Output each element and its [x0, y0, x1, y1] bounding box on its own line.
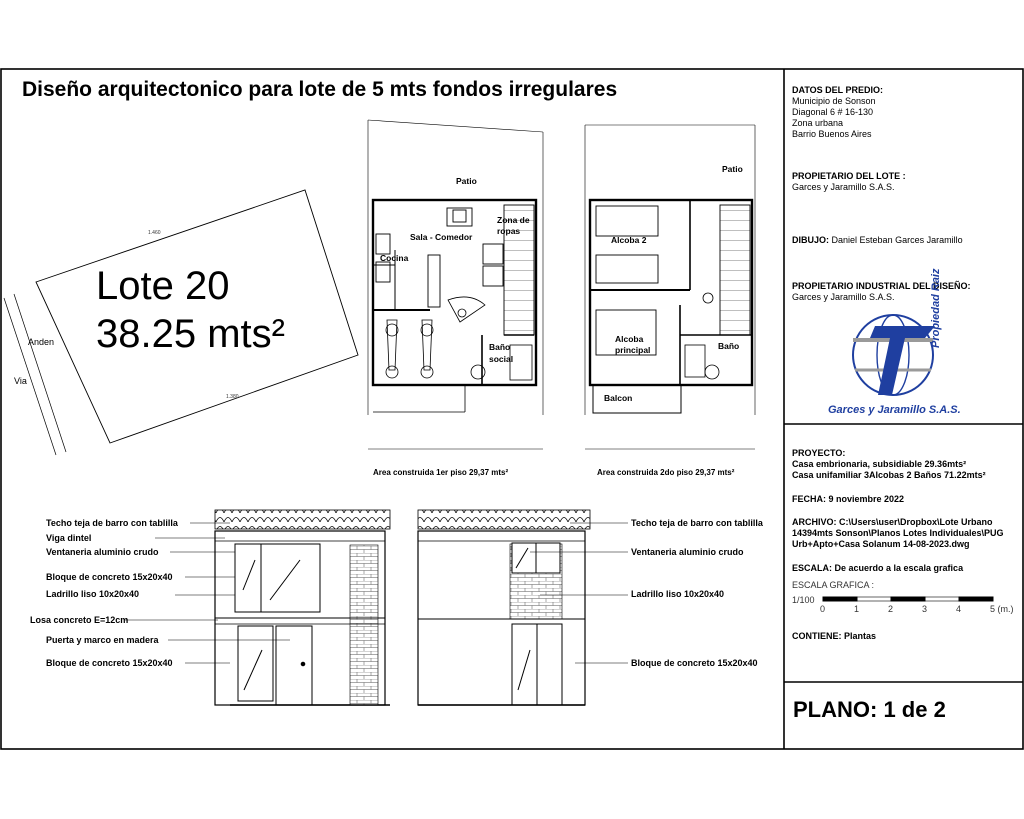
floor2-patio-label: Patio — [722, 164, 743, 174]
scale-tick-label: 4 — [956, 604, 962, 614]
elev2-label-roof: Techo teja de barro con tablilla — [631, 518, 763, 528]
fecha-text: FECHA: 9 noviembre 2022 — [792, 494, 905, 504]
elev1-label-losa: Losa concreto E=12cm — [30, 615, 129, 625]
elev1-label-ladrillo: Ladrillo liso 10x20x40 — [46, 589, 140, 599]
elevation-2 — [418, 510, 590, 705]
alcoba2-label: Alcoba 2 — [611, 235, 647, 245]
predio-line: Diagonal 6 # 16-130 — [792, 107, 874, 117]
zona-ropas-label-2: ropas — [497, 226, 521, 236]
dibujo-block — [792, 235, 963, 246]
propietario-industrial-heading: PROPIETARIO INDUSTRIAL DEL DISEÑO: — [792, 281, 971, 291]
floor-plan-1 — [368, 120, 543, 449]
scale-tick-label: 2 — [888, 604, 894, 614]
archivo-line: 14394mts Sonson\Planos Lotes Individuales\PUG — [792, 528, 1004, 538]
lot-label — [96, 262, 285, 358]
archivo-block — [792, 517, 1004, 550]
proyecto-block — [792, 448, 986, 481]
escala-grafica-heading: ESCALA GRAFICA : — [792, 580, 875, 590]
predio-heading: DATOS DEL PREDIO: — [792, 85, 884, 95]
propietario-lote-block — [792, 171, 906, 193]
scale-tick-label: 1 — [854, 604, 860, 614]
predio-block — [792, 85, 883, 140]
dibujo-value: Daniel Esteban Garces Jaramillo — [831, 235, 963, 245]
company-logo — [853, 315, 935, 395]
scale-tick-label: 3 — [922, 604, 928, 614]
elevation-1 — [215, 510, 390, 705]
proyecto-line: Casa embrionaria, subsidiable 29.36mts² — [792, 459, 967, 469]
predio-line: Zona urbana — [792, 118, 844, 128]
propietario-industrial-value: Garces y Jaramillo S.A.S. — [792, 292, 895, 302]
elev2-label-bloque: Bloque de concreto 15x20x40 — [631, 658, 758, 668]
elev1-label-viga: Viga dintel — [46, 533, 92, 543]
proyecto-line: Casa unifamiliar 3Alcobas 2 Baños 71.22mts² — [792, 470, 986, 480]
predio-line: Barrio Buenos Aires — [792, 129, 872, 139]
svg-text:1.380: 1.380 — [226, 394, 239, 400]
archivo-line: Urb+Apto+Casa Solanum 14-08-2023.dwg — [792, 539, 970, 549]
scale-tick-label: 5 (m.) — [990, 604, 1014, 614]
elev1-label-ventaneria: Ventaneria aluminio crudo — [46, 547, 159, 557]
cocina-label: Cocina — [380, 253, 409, 263]
plano-number: PLANO: 1 de 2 — [793, 697, 946, 722]
elev2-label-ventaneria: Ventaneria aluminio crudo — [631, 547, 744, 557]
elev1-label-puerta: Puerta y marco en madera — [46, 635, 159, 645]
floor2-area-label: Area construida 2do piso 29,37 mts² — [597, 468, 735, 477]
logo-side-text: Propiedad Raiz — [930, 268, 942, 348]
alcoba-principal-label-2: principal — [615, 345, 651, 355]
archivo-line: ARCHIVO: C:\Users\user\Dropbox\Lote Urbano — [792, 517, 993, 527]
predio-line: Municipio de Sonson — [792, 96, 876, 106]
dibujo-heading: DIBUJO: — [792, 235, 830, 245]
elev1-label-bloque-1: Bloque de concreto 15x20x40 — [46, 572, 173, 582]
elev1-label-bloque-2: Bloque de concreto 15x20x40 — [46, 658, 173, 668]
floor1-area-label: Area construida 1er piso 29,37 mts² — [373, 468, 509, 477]
escala-ratio: 1/100 — [792, 595, 815, 605]
balcon-label: Balcon — [604, 393, 633, 403]
contiene-text: CONTIENE: Plantas — [792, 631, 877, 641]
sala-comedor-label: Sala - Comedor — [410, 232, 473, 242]
alcoba-principal-label-1: Alcoba — [615, 334, 644, 344]
logo-company-text: Garces y Jaramillo S.A.S. — [828, 404, 961, 416]
zona-ropas-label-1: Zona de — [497, 215, 530, 225]
lot-area: 38.25 mts² — [96, 312, 285, 356]
sheet-title: Diseño arquitectonico para lote de 5 mts fondos irregulares — [22, 78, 618, 101]
elev1-label-roof: Techo teja de barro con tablilla — [46, 518, 178, 528]
anden-label: Anden — [28, 337, 55, 347]
floor1-patio-label: Patio — [456, 176, 477, 186]
bano-social-label-1: Baño — [489, 342, 511, 352]
elev2-label-ladrillo: Ladrillo liso 10x20x40 — [631, 589, 725, 599]
svg-text:1.460: 1.460 — [148, 230, 161, 236]
escala-text: ESCALA: De acuerdo a la escala grafica — [792, 563, 964, 573]
via-label: Via — [14, 376, 27, 386]
bano-social-label-2: social — [489, 354, 514, 364]
proyecto-heading: PROYECTO: — [792, 448, 846, 458]
scale-bar — [823, 597, 993, 601]
floor2-bano-label: Baño — [718, 341, 740, 351]
propietario-lote-heading: PROPIETARIO DEL LOTE : — [792, 171, 906, 181]
propietario-industrial-block — [792, 281, 971, 303]
lot-name: Lote 20 — [96, 264, 230, 308]
propietario-lote-value: Garces y Jaramillo S.A.S. — [792, 182, 895, 192]
scale-tick-label: 0 — [820, 604, 826, 614]
